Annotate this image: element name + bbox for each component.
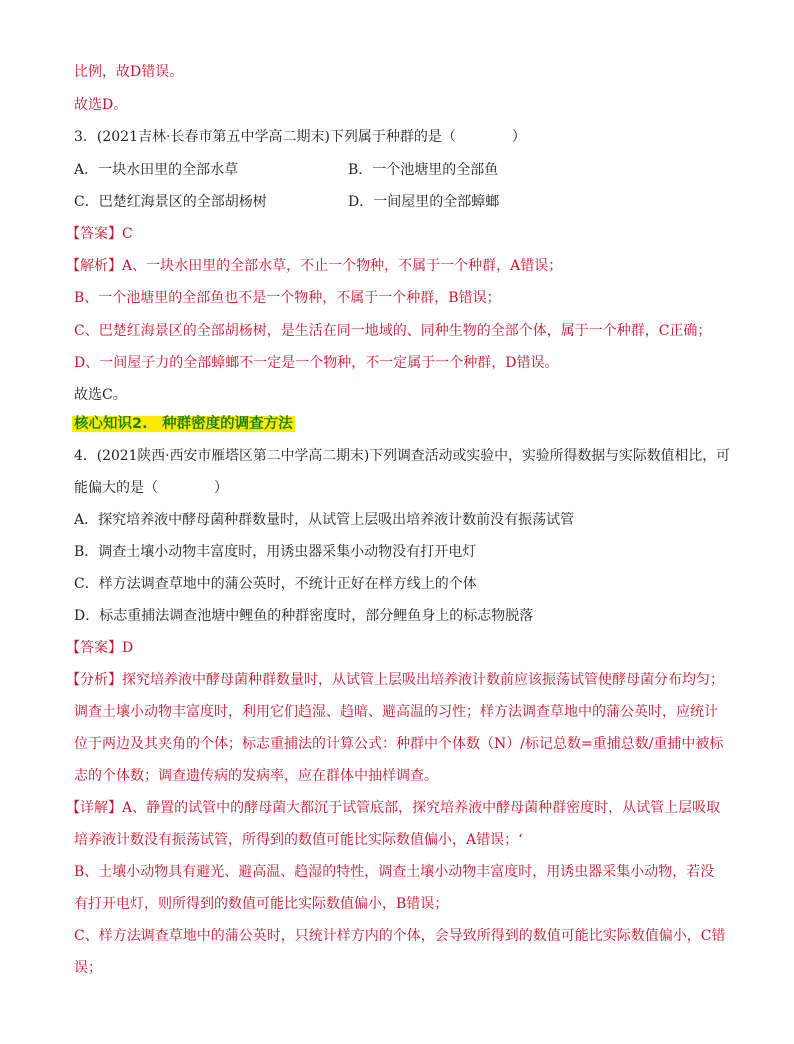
- fenxi-text: 探究培养液中酵母菌种群数量时，从试管上层吸出培养液计数前应该振荡试管使酵母菌分布均匀；: [122, 672, 724, 688]
- q4-option-a: A．探究培养液中酵母菌种群数量时，从试管上层吸出培养液计数前没有振荡试管: [74, 512, 575, 528]
- text-line: 误；: [74, 960, 102, 976]
- xiangjie-tag: 【详解】: [66, 800, 122, 816]
- analysis-tag: 【解析】: [66, 258, 122, 274]
- q3-option-c: C．巴楚红海景区的全部胡杨树: [74, 194, 267, 210]
- text-line: 故选D。: [74, 97, 128, 113]
- text-line: 调查土壤小动物丰富度时，利用它们趋湿、趋暗、避高温的习性；样方法调查草地中的蒲公英时，应统计: [74, 704, 718, 720]
- q3-option-a: A．一块水田里的全部水草: [74, 162, 239, 178]
- question-4-stem: 4．(2021陕西·西安市雁塔区第二中学高二期末)下列调查活动或实验中，实验所得数据与实际数值相比，可: [74, 448, 730, 464]
- text-line: C、样方法调查草地中的蒲公英时，只统计样方内的个体，会导致所得到的数值可能比实际数值偏小，C错: [74, 928, 726, 944]
- answer-tag: 【答案】: [66, 640, 122, 656]
- text-line: 培养液计数没有振荡试管，所得到的数值可能比实际数值偏小，A错误；‘: [74, 832, 523, 848]
- q4-fenxi: [66, 670, 724, 690]
- text-line: B、一个池塘里的全部鱼也不是一个物种，不属于一个种群，B错误；: [74, 290, 501, 306]
- question-3-stem: 3．(2021吉林·长春市第五中学高二期末)下列属于种群的是（ ）: [74, 129, 526, 145]
- section-heading-text: 核心知识2. 种群密度的调查方法: [74, 416, 293, 432]
- q4-option-c: C．样方法调查草地中的蒲公英时，不统计正好在样方线上的个体: [74, 576, 477, 592]
- text-line: C、巴楚红海景区的全部胡杨树，是生活在同一地域的、同种生物的全部个体，属于一个种群，C正确；: [74, 323, 712, 339]
- xiangjie-text: A、静置的试管中的酵母菌大都沉于试管底部，探究培养液中酵母菌种群密度时，从试管上层吸取: [122, 800, 721, 816]
- text-line: 位于两边及其夹角的个体；标志重捕法的计算公式：种群中个体数（N）/标记总数=重捕总数/重捕中被标: [74, 736, 724, 752]
- q4-answer: [66, 638, 133, 658]
- analysis-text: A、一块水田里的全部水草，不止一个物种，不属于一个种群，A错误；: [122, 258, 563, 274]
- text-line: D、一间屋子力的全部蟑螂不一定是一个物种，不一定属于一个种群，D错误。: [74, 355, 559, 371]
- q3-option-d: D．一间屋里的全部蟑螂: [348, 194, 500, 210]
- text-line: 有打开电灯，则所得到的数值可能比实际数值偏小，B错误；: [74, 896, 449, 912]
- answer-value: C: [122, 226, 133, 242]
- q3-answer: [66, 224, 133, 244]
- answer-value: D: [122, 640, 134, 656]
- q4-option-d: D．标志重捕法调查池塘中鲤鱼的种群密度时，部分鲤鱼身上的标志物脱落: [74, 608, 534, 624]
- text-line: 志的个体数；调查遗传病的发病率，应在群体中抽样调查。: [74, 768, 438, 784]
- fenxi-tag: 【分析】: [66, 672, 122, 688]
- question-4-stem-cont: 能偏大的是（ ）: [74, 480, 228, 496]
- answer-tag: 【答案】: [66, 226, 122, 242]
- text-line: 比例，故D错误。: [74, 64, 184, 80]
- q4-xiangjie: [66, 798, 720, 818]
- q3-analysis: [66, 256, 562, 276]
- q4-option-b: B．调查土壤小动物丰富度时，用诱虫器采集小动物没有打开电灯: [74, 544, 477, 560]
- section-heading: [72, 414, 295, 434]
- text-line: 故选C。: [74, 387, 127, 403]
- q3-option-b: B．一个池塘里的全部鱼: [348, 162, 499, 178]
- text-line: B、土壤小动物具有避光、避高温、趋湿的特性，调查土壤小动物丰富度时，用诱虫器采集小动物，若没: [74, 864, 715, 880]
